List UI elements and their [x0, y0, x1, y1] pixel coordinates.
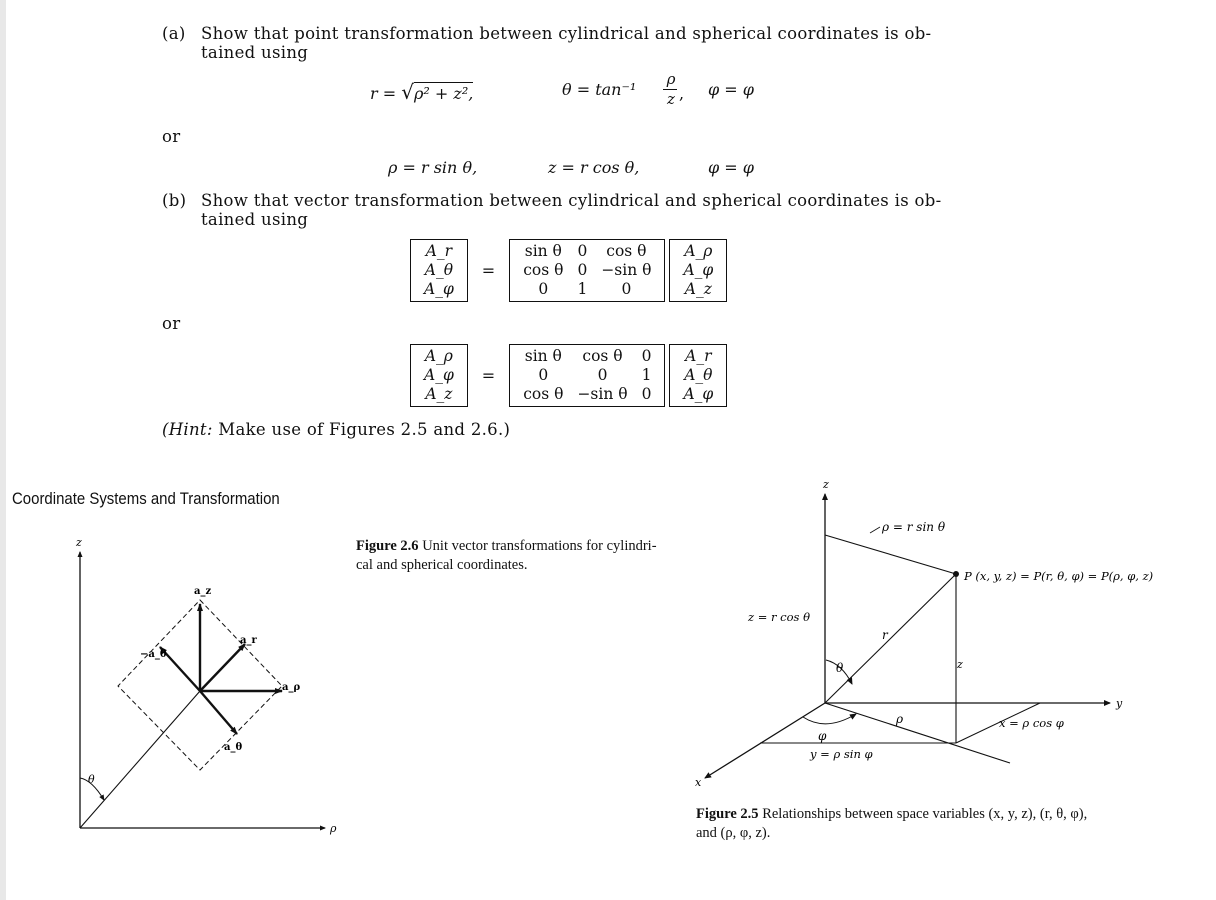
matrix-cell: 1: [577, 280, 588, 298]
vec-entry: A_θ: [424, 261, 454, 279]
matrix-cell: 1: [641, 366, 652, 384]
matrix-cell: 0: [641, 385, 652, 403]
figure-2-5-diagram: [690, 470, 1210, 800]
hint-text: Make use of Figures 2.5 and 2.6.): [212, 420, 511, 439]
transform-matrix-2: [509, 344, 665, 407]
matrix-cell: −sin θ: [601, 261, 652, 279]
eq-r: r =: [370, 84, 397, 103]
figure-2-5-caption: [696, 805, 1087, 843]
fig25-rho-leader: [870, 527, 880, 533]
vec-entry: A_r: [685, 347, 712, 365]
hint-label: (Hint:: [162, 420, 213, 439]
part-a-text-line1: Show that point transformation between cylindrical and spherical coordinates is ob-: [201, 24, 932, 43]
vec-entry: A_ρ: [424, 347, 453, 365]
vec-entry: A_z: [684, 280, 712, 298]
equation-cyl-to-sph: [370, 80, 473, 104]
matrix-cell: cos θ: [582, 347, 623, 365]
matrix-cell: 0: [577, 261, 588, 279]
matrix-equation-1: [410, 239, 727, 302]
fig25-point-p: [953, 571, 959, 577]
fig25-z-axis-label: z: [823, 478, 829, 491]
vec-entry: A_φ: [683, 261, 714, 279]
part-a-text-line2: tained using: [201, 43, 309, 62]
rhs-vector-1: [669, 239, 727, 302]
matrix-cell: cos θ: [523, 385, 564, 403]
matrix-cell: 0: [641, 347, 652, 365]
matrix-cell: 0: [577, 242, 588, 260]
vec-entry: A_ρ: [684, 242, 713, 260]
matrix-cell: 0: [597, 366, 608, 384]
figure-2-6-caption: [356, 537, 657, 575]
part-b-label: (b): [162, 191, 187, 210]
fig26-theta-label: θ: [88, 773, 95, 786]
section-heading: Coordinate Systems and Transformation: [12, 489, 280, 508]
fig25-x-axis: [705, 703, 825, 778]
lhs-vector-1: [410, 239, 468, 302]
lhs-vector-2: [410, 344, 468, 407]
matrix-cell: sin θ: [524, 242, 562, 260]
fig25-r-label: r: [882, 628, 888, 642]
matrix-cell: sin θ: [524, 347, 562, 365]
part-b-text-line1: Show that vector transformation between cylindrical and spherical coordinates is ob-: [201, 191, 942, 210]
fig26-ar-label: a_r: [240, 635, 257, 646]
frac-numerator: ρ: [666, 70, 676, 88]
part-a-label: (a): [162, 24, 186, 43]
eq-phi-2: φ = φ: [708, 158, 754, 177]
vec-entry: A_φ: [424, 366, 454, 384]
fig25-z-eq: z = r cos θ: [748, 610, 811, 624]
eq-z: z = r cos θ,: [548, 158, 640, 177]
fig26-neg-atheta-label: −a_θ: [140, 649, 167, 660]
fig25-rho-label: ρ: [896, 712, 904, 726]
eq-rho: ρ = r sin θ,: [388, 158, 478, 177]
equals-sign: =: [481, 261, 496, 280]
frac-comma: ,: [679, 84, 685, 103]
matrix-cell: 0: [538, 366, 549, 384]
fig26-r-line: [80, 691, 200, 828]
fig26-caption-line1: Unit vector transformations for cylindri-: [422, 538, 657, 554]
vec-entry: A_φ: [683, 385, 714, 403]
vec-entry: A_r: [425, 242, 453, 260]
fig25-theta-label: θ: [836, 661, 844, 675]
equation-theta: [562, 80, 636, 99]
eq-theta: θ = tan⁻¹: [562, 80, 637, 99]
fig25-y-axis-label: y: [1116, 697, 1123, 710]
fig25-r-line: [825, 574, 956, 703]
fig26-z-label: z: [76, 536, 82, 549]
fig25-rho-eq: ρ = r sin θ: [882, 520, 946, 534]
fig25-top-line: [825, 535, 956, 574]
fig26-atheta-label: a_θ: [224, 742, 243, 753]
eq-radicand: ρ² + z²,: [413, 84, 474, 103]
fig26-atheta-vector: [200, 691, 237, 734]
fig25-phi-label: φ: [818, 729, 827, 743]
fig25-y-eq: y = ρ sin φ: [810, 747, 873, 761]
fig25-caption-line2: and (ρ, φ, z).: [696, 825, 771, 841]
fig25-caption-line1: Relationships between space variables (x, y, z), (r, θ, φ),: [762, 806, 1088, 822]
equals-sign: =: [481, 366, 496, 385]
matrix-cell: cos θ: [606, 242, 647, 260]
transform-matrix-1: [509, 239, 665, 302]
vec-entry: A_z: [425, 385, 453, 403]
figure-2-6-diagram: [0, 530, 360, 850]
fig26-rho-label: ρ: [330, 822, 337, 835]
rhs-vector-2: [669, 344, 727, 407]
matrix-cell: −sin θ: [577, 385, 628, 403]
fig26-arho-label: a_ρ: [282, 682, 301, 693]
vec-entry: A_φ: [424, 280, 454, 298]
fig25-x-axis-label: x: [695, 776, 702, 789]
fig25-point-label: P (x, y, z) = P(r, θ, φ) = P(ρ, φ, z): [964, 569, 1154, 583]
fig25-x-eq: x = ρ cos φ: [999, 716, 1064, 730]
fig26-caption-label: Figure 2.6: [356, 538, 419, 554]
matrix-equation-2: [410, 344, 727, 407]
part-b-text-line2: tained using: [201, 210, 309, 229]
fig26-caption-line2: cal and spherical coordinates.: [356, 557, 528, 573]
hint: [162, 420, 510, 440]
or-label-2: or: [162, 314, 181, 333]
fig25-phi-arc: [803, 714, 856, 724]
vec-entry: A_θ: [684, 366, 713, 384]
or-label-1: or: [162, 127, 181, 146]
matrix-cell: 0: [621, 280, 632, 298]
frac-denominator: z: [667, 90, 675, 108]
fig26-ar-vector: [200, 644, 245, 691]
matrix-cell: 0: [538, 280, 549, 298]
sqrt-symbol: √: [401, 80, 414, 104]
fig25-z-height-label: z: [957, 658, 963, 671]
matrix-cell: cos θ: [523, 261, 564, 279]
fig25-caption-label: Figure 2.5: [696, 806, 759, 822]
fig26-az-label: a_z: [194, 586, 212, 597]
eq-phi: φ = φ: [708, 80, 754, 99]
